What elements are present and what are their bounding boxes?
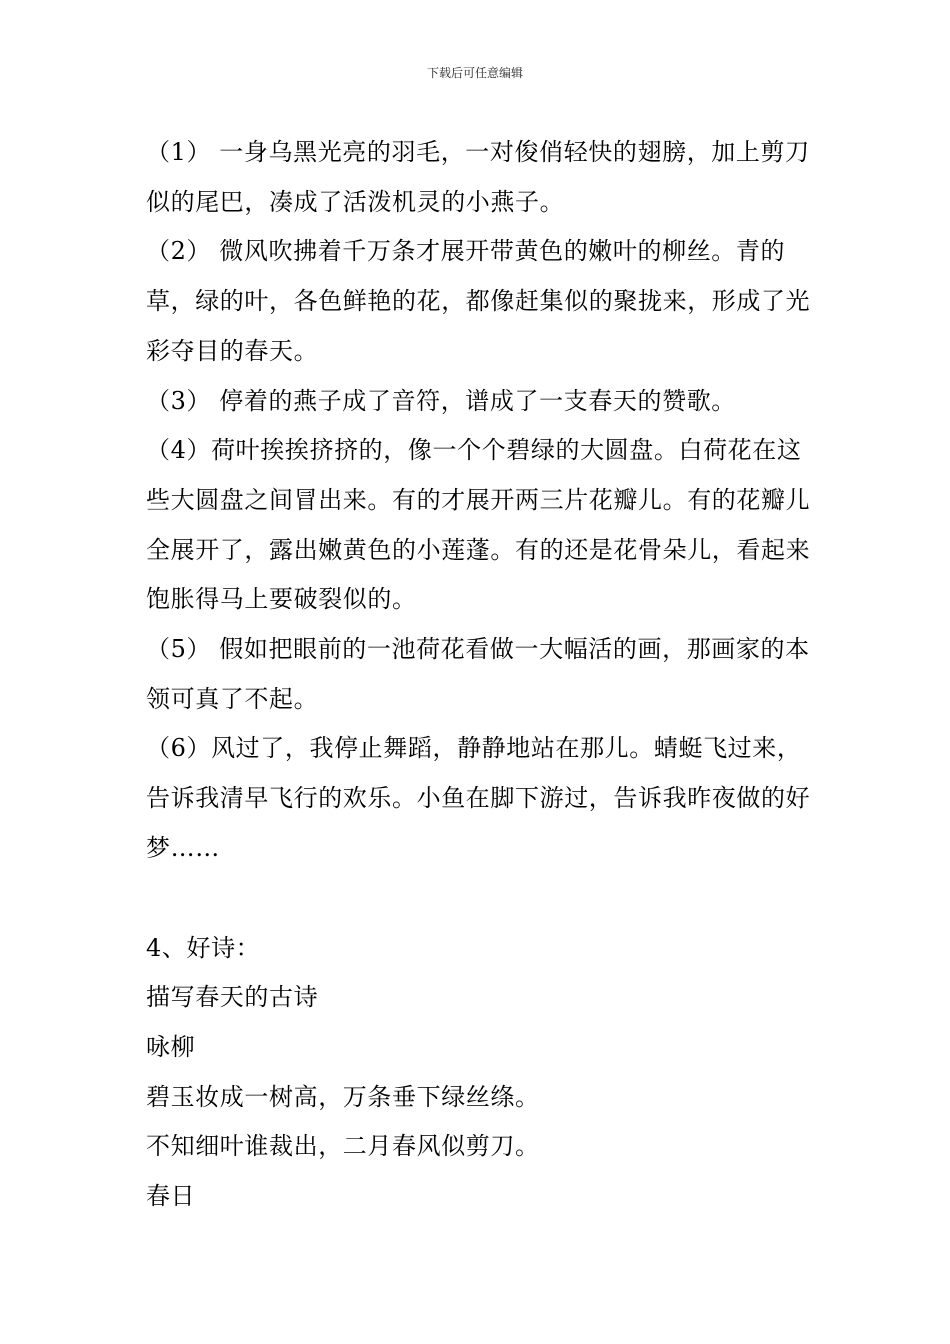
poem-line-2: 不知细叶谁裁出，二月春风似剪刀。: [146, 1132, 540, 1161]
sentence-3: （3） 停着的燕子成了音符，谱成了一支春天的赞歌。: [146, 386, 736, 415]
document-body: [146, 128, 826, 1222]
poem-line-1: 碧玉妆成一树高，万条垂下绿丝绦。: [146, 1082, 540, 1111]
sentence-1: （1） 一身乌黑光亮的羽毛，一对俊俏轻快的翅膀，加上剪刀似的尾巴，凑成了活泼机灵的小燕子。: [146, 138, 810, 216]
sentence-5: （5） 假如把眼前的一池荷花看做一大幅活的画，那画家的本领可真了不起。: [146, 635, 810, 713]
sentence-2: （2） 微风吹拂着千万条才展开带黄色的嫩叶的柳丝。青的草，绿的叶，各色鲜艳的花，都像赶集似的聚拢来，形成了光彩夺目的春天。: [146, 237, 811, 365]
sentence-4: （4）荷叶挨挨挤挤的，像一个个碧绿的大圆盘。白荷花在这些大圆盘之间冒出来。有的才展开两三片花瓣儿。有的花瓣儿全展开了，露出嫩黄色的小莲蓬。有的还是花骨朵儿，看起来饱胀得马上要破裂似的。: [146, 436, 811, 614]
sentence-6: （6）风过了，我停止舞蹈，静静地站在那儿。蜻蜓飞过来，告诉我清早飞行的欢乐。小鱼在脚下游过，告诉我昨夜做的好梦……: [146, 734, 811, 862]
blank-line: [146, 874, 826, 924]
section-subtitle: 描写春天的古诗: [146, 983, 319, 1012]
section-title: 4、好诗：: [146, 933, 261, 962]
poem-title-chunri: 春日: [146, 1182, 196, 1211]
page-header: 下载后可任意编辑: [426, 66, 523, 80]
poem-title-yongliu: 咏柳: [146, 1032, 196, 1061]
